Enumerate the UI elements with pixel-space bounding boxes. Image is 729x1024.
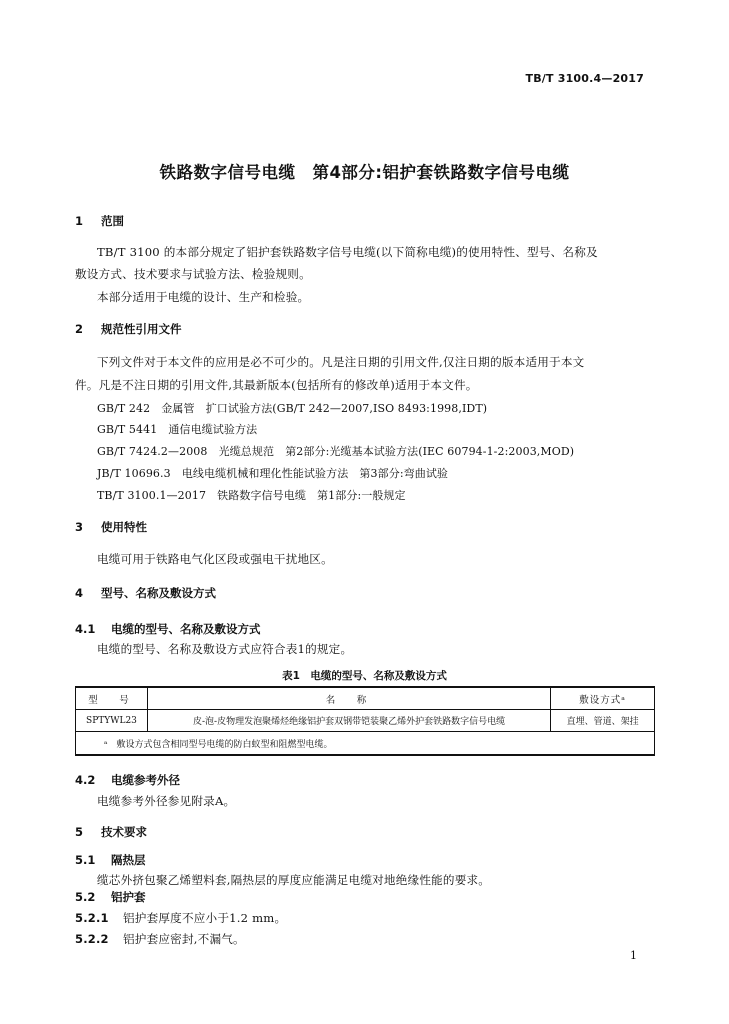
- table-row: [76, 710, 655, 732]
- section-number: 1: [75, 214, 84, 228]
- paragraph: 本部分适用于电缆的设计、生产和检验。: [97, 290, 310, 304]
- subsection-4-2-heading: [75, 772, 180, 788]
- column-header: 敷设方式ᵃ: [551, 687, 655, 710]
- section-number: 5: [75, 825, 84, 839]
- subsection-4-1-heading: [75, 621, 261, 637]
- table-note: ᵃ 敷设方式包含相同型号电缆的防白蚁型和阻燃型电缆。: [76, 732, 655, 756]
- section-number: 2: [75, 322, 84, 336]
- section-2-heading: [75, 321, 182, 337]
- section-title: 隔热层: [111, 853, 146, 867]
- reference-item: GB/T 242 金属管 扩口试验方法(GB/T 242—2007,ISO 8493:1998,IDT): [97, 402, 488, 415]
- standard-code-header: TB/T 3100.4—2017: [525, 72, 644, 85]
- section-1-heading: [75, 213, 124, 229]
- column-header: 名 称: [147, 687, 550, 710]
- reference-item: GB/T 7424.2—2008 光缆总规范 第2部分:光缆基本试验方法(IEC 60794-1-2:2003,MOD): [97, 445, 575, 458]
- section-number: 4.2: [75, 773, 96, 787]
- section-4-heading: [75, 585, 216, 601]
- column-header: 型 号: [76, 687, 148, 710]
- subsection-5-1-heading: [75, 852, 146, 868]
- table-cell: 直埋、管道、架挂: [551, 710, 655, 732]
- paragraph: 缆芯外挤包聚乙烯塑料套,隔热层的厚度应能满足电缆对地绝缘性能的要求。: [97, 873, 491, 887]
- paragraph: 敷设方式、技术要求与试验方法、检验规则。: [75, 267, 311, 281]
- section-title: 范围: [101, 214, 124, 228]
- reference-item: TB/T 3100.1—2017 铁路数字信号电缆 第1部分:一般规定: [97, 489, 406, 502]
- table-cell: 皮-泡-皮物理发泡聚烯烃绝缘铝护套双钢带铠装聚乙烯外护套铁路数字信号电缆: [147, 710, 550, 732]
- clause-text: 铝护套厚度不应小于1.2 mm。: [123, 911, 287, 925]
- section-5-heading: [75, 824, 147, 840]
- reference-item: GB/T 5441 通信电缆试验方法: [97, 423, 258, 436]
- clause-5-2-2: [75, 931, 245, 947]
- page-number: 1: [630, 949, 637, 962]
- paragraph: TB/T 3100 的本部分规定了铝护套铁路数字信号电缆(以下简称电缆)的使用特性、型号、名称及: [97, 245, 598, 259]
- clause-5-2-1: [75, 910, 286, 926]
- section-number: 4.1: [75, 622, 96, 636]
- clause-number: 5.2.2: [75, 932, 109, 946]
- section-title: 规范性引用文件: [101, 322, 182, 336]
- section-title: 铝护套: [111, 890, 146, 904]
- clause-text: 铝护套应密封,不漏气。: [123, 932, 245, 946]
- section-title: 型号、名称及敷设方式: [101, 586, 216, 600]
- reference-item: JB/T 10696.3 电线电缆机械和理化性能试验方法 第3部分:弯曲试验: [97, 467, 449, 480]
- paragraph: 电缆参考外径参见附录A。: [97, 794, 236, 808]
- section-title: 电缆的型号、名称及敷设方式: [111, 622, 261, 636]
- paragraph: 件。凡是不注日期的引用文件,其最新版本(包括所有的修改单)适用于本文件。: [75, 378, 478, 392]
- paragraph: 下列文件对于本文件的应用是必不可少的。凡是注日期的引用文件,仅注日期的版本适用于本文: [97, 355, 585, 369]
- table-1: [75, 686, 655, 756]
- clause-number: 5.2.1: [75, 911, 109, 925]
- subsection-5-2-heading: [75, 889, 146, 905]
- section-number: 5.1: [75, 853, 96, 867]
- section-number: 4: [75, 586, 84, 600]
- section-title: 电缆参考外径: [111, 773, 180, 787]
- section-title: 使用特性: [101, 520, 147, 534]
- section-number: 5.2: [75, 890, 96, 904]
- paragraph: 电缆可用于铁路电气化区段或强电干扰地区。: [97, 552, 333, 566]
- section-3-heading: [75, 519, 147, 535]
- table-note-row: [76, 732, 655, 756]
- table-caption: 表1 电缆的型号、名称及敷设方式: [282, 670, 447, 682]
- paragraph: 电缆的型号、名称及敷设方式应符合表1的规定。: [97, 642, 353, 656]
- section-number: 3: [75, 520, 84, 534]
- document-title: 铁路数字信号电缆 第4部分:铝护套铁路数字信号电缆: [159, 163, 570, 182]
- table-cell: SPTYWL23: [76, 710, 148, 732]
- table-header-row: [76, 687, 655, 710]
- section-title: 技术要求: [101, 825, 147, 839]
